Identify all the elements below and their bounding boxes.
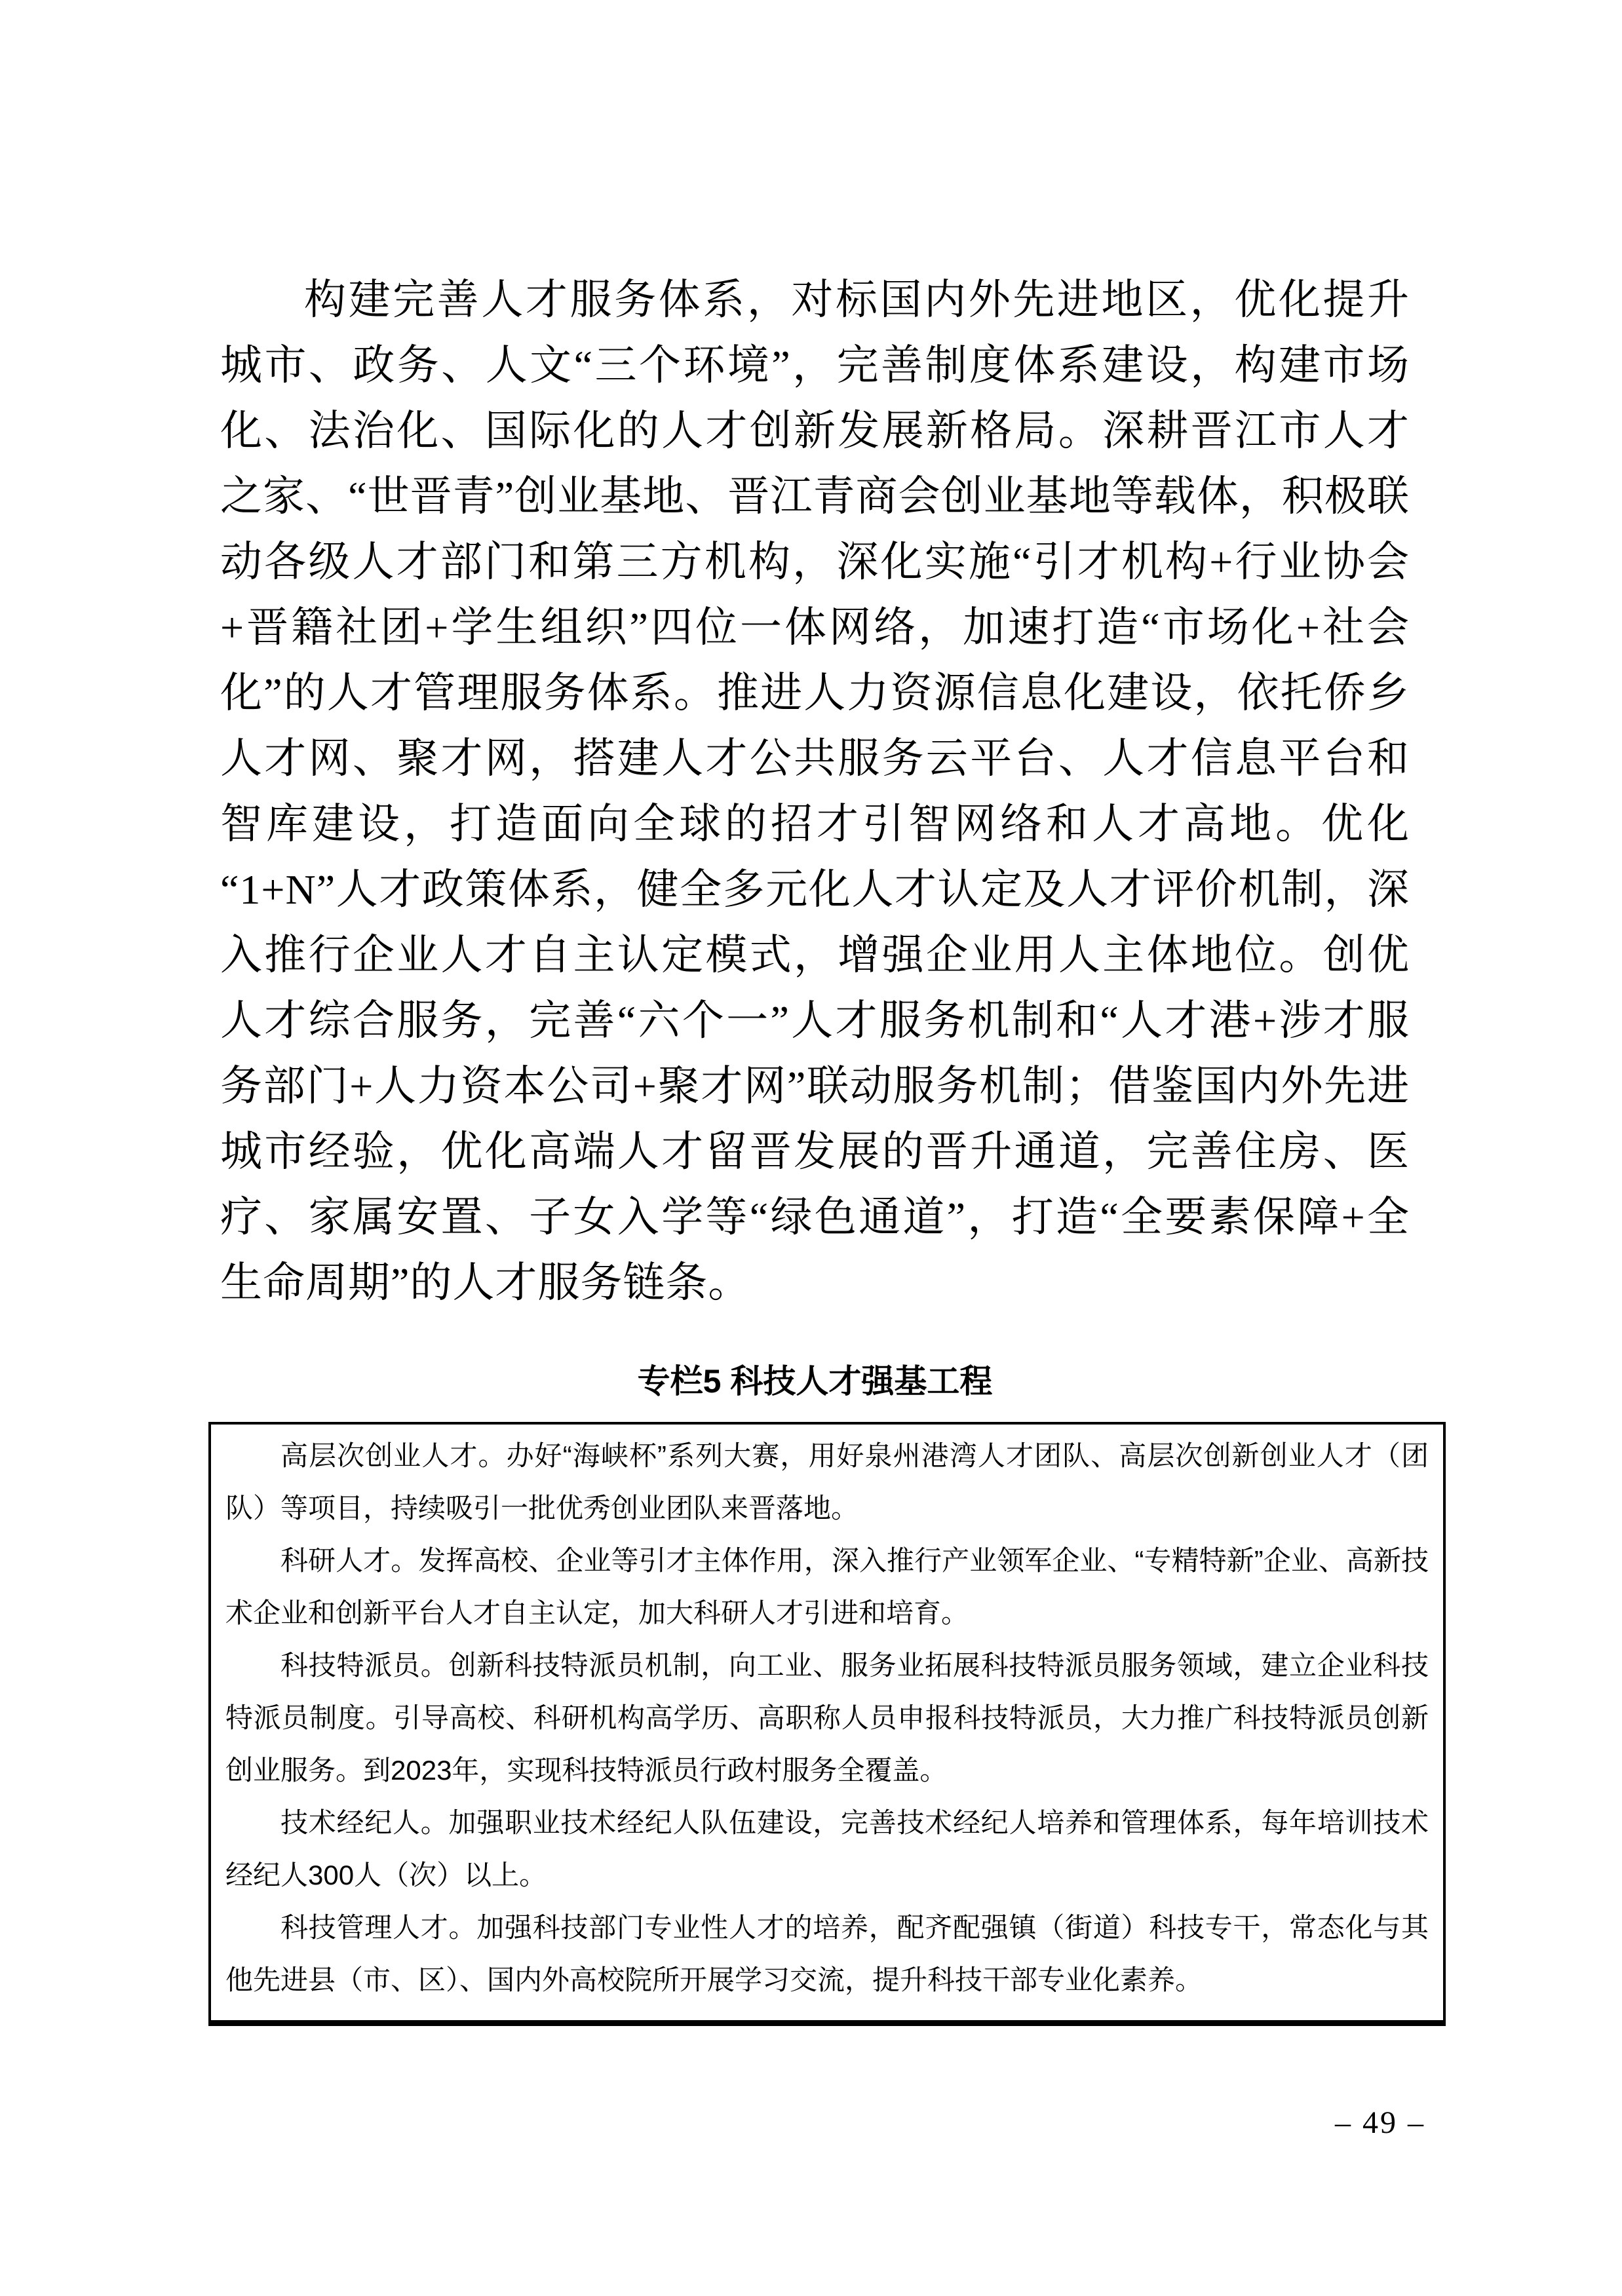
- column-box-paragraph-research-talent: 科研人才。发挥高校、企业等引才主体作用，深入推行产业领军企业、“专精特新”企业、高新技术企业和创新平台人才自主认定，加大科研人才引进和培育。: [225, 1545, 1429, 1628]
- main-paragraph: 构建完善人才服务体系，对标国内外先进地区，优化提升城市、政务、人文“三个环境”，完善制度体系建设，构建市场化、法治化、国际化的人才创新发展新格局。深耕晋江市人才之家、“世晋青”创业基地、晋江青商会创业基地等载体，积极联动各级人才部门和第三方机构，深化实施“引才机构+行业协会+晋籍社团+学生组织”四位一体网络，加速打造“市场化+社会化”的人才管理服务体系。推进人力资源信息化建设，依托侨乡人才网、聚才网，搭建人才公共服务云平台、人才信息平台和智库建设，打造面向全球的招才引智网络和人才高地。优化“1+N”人才政策体系，健全多元化人才认定及人才评价机制，深入推行企业人才自主认定模式，增强企业用人主体地位。创优人才综合服务，完善“六个一”人才服务机制和“人才港+涉才服务部门+人力资本公司+聚才网”联动服务机制；借鉴国内外先进城市经验，优化高端人才留晋发展的晋升通道，完善住房、医疗、家属安置、子女入学等“绿色通道”，打造“全要素保障+全生命周期”的人才服务链条。: [220, 277, 1410, 1306]
- column-box-paragraph-technology-brokers: 技术经纪人。加强职业技术经纪人队伍建设，完善技术经纪人培养和管理体系，每年培训技术经纪人300人（次）以上。: [225, 1807, 1429, 1890]
- column-box-paragraph-high-level-entrepreneurial-talent: 高层次创业人才。办好“海峡杯”系列大赛，用好泉州港湾人才团队、高层次创新创业人才（团队）等项目，持续吸引一批优秀创业团队来晋落地。: [225, 1440, 1429, 1523]
- column-box-title: 专栏5 科技人才强基工程: [637, 1363, 993, 1400]
- column-box: [208, 1422, 1446, 2026]
- column-box-paragraph-sci-tech-management-talent: 科技管理人才。加强科技部门专业性人才的培养，配齐配强镇（街道）科技专干，常态化与其他先进县（市、区）、国内外高校院所开展学习交流，提升科技干部专业化素养。: [225, 1912, 1429, 1995]
- column-box-paragraph-sci-tech-commissioners: 科技特派员。创新科技特派员机制，向工业、服务业拓展科技特派员服务领域，建立企业科技特派员制度。引导高校、科研机构高学历、高职称人员申报科技特派员，大力推广科技特派员创新创业服务。到2023年，实现科技特派员行政村服务全覆盖。: [225, 1650, 1429, 1786]
- page-number: – 49 –: [1335, 2105, 1425, 2140]
